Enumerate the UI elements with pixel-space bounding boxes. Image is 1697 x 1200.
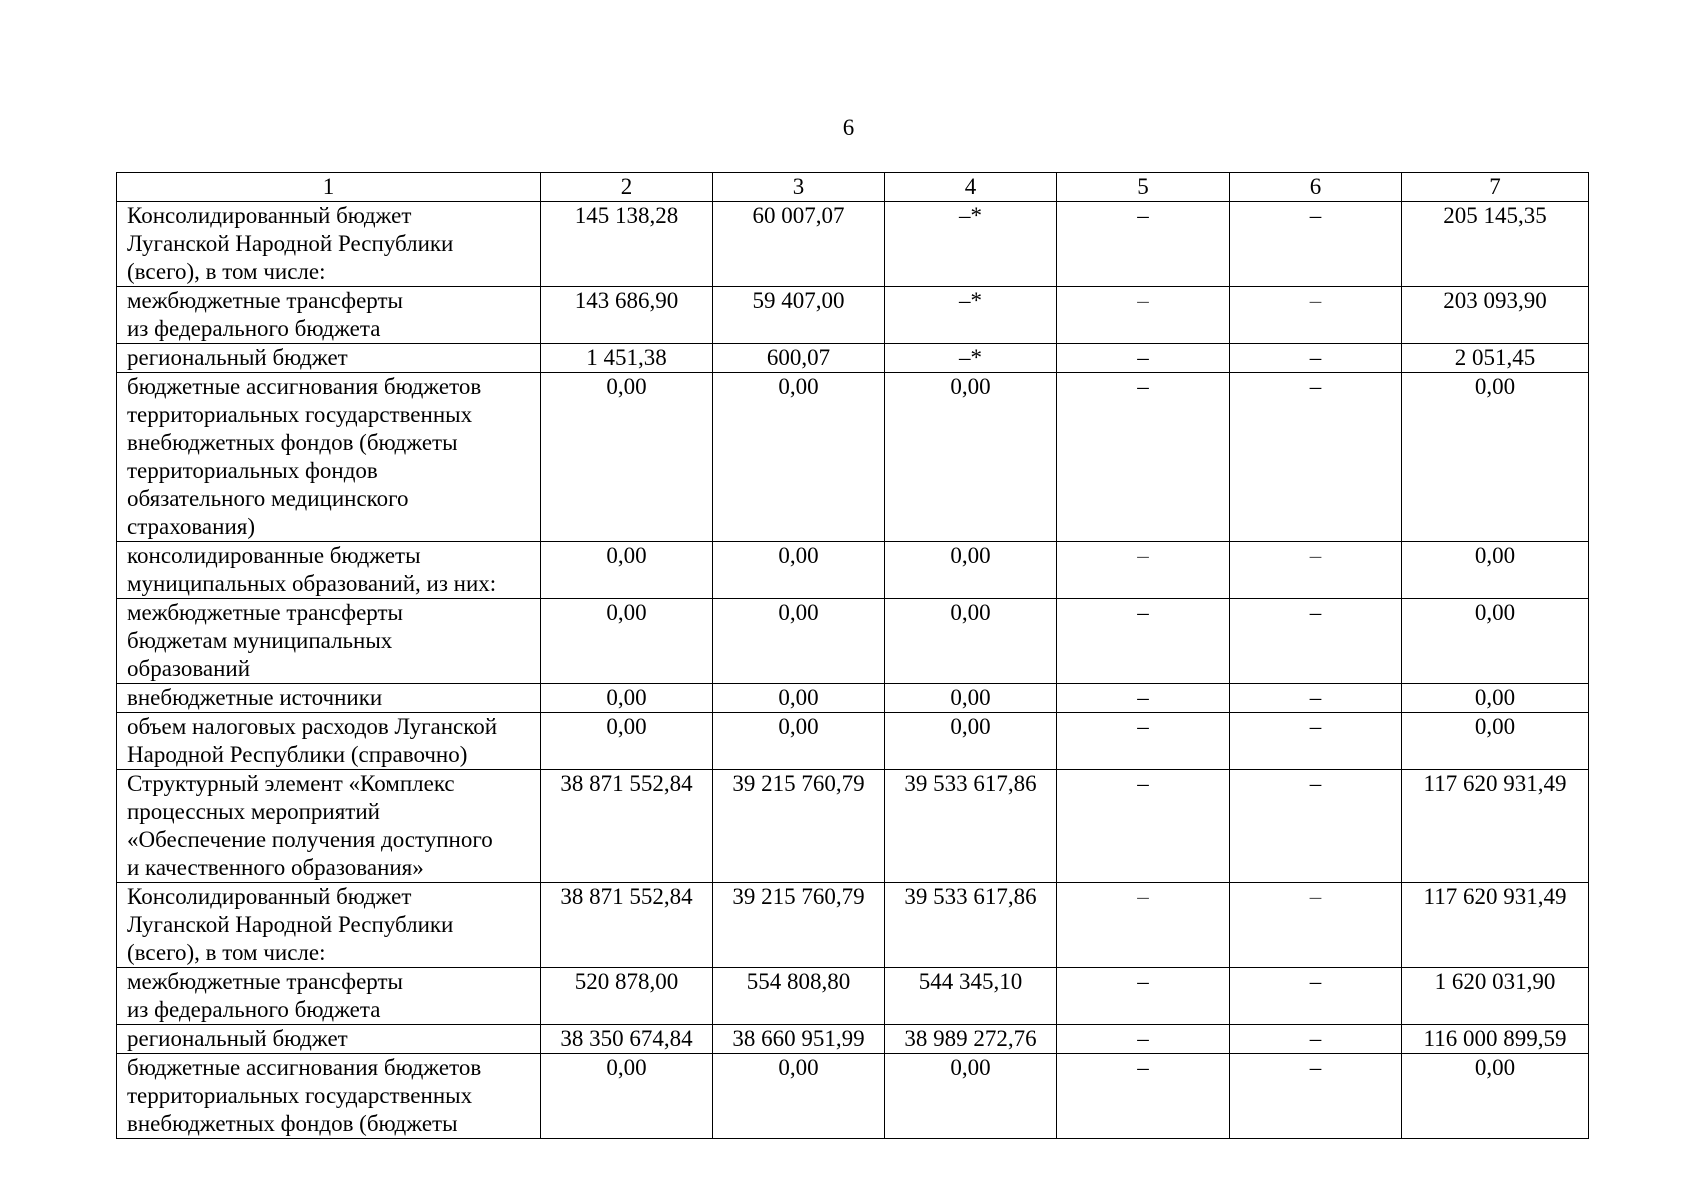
row-label: Консолидированный бюджет Луганской Народной Республики (всего), в том числе: — [117, 883, 541, 968]
cell-column-5: – — [1057, 373, 1230, 542]
cell-column-5: – — [1057, 770, 1230, 883]
cell-column-2: 520 878,00 — [541, 968, 713, 1025]
row-label: региональный бюджет — [117, 1025, 541, 1054]
column-number-5: 5 — [1057, 173, 1230, 202]
cell-column-3: 554 808,80 — [713, 968, 885, 1025]
table-row — [117, 1025, 1589, 1054]
cell-column-4: 0,00 — [885, 684, 1057, 713]
cell-column-2: 38 871 552,84 — [541, 883, 713, 968]
table-row — [117, 684, 1589, 713]
table-row — [117, 599, 1589, 684]
cell-column-5: – — [1057, 1025, 1230, 1054]
row-label: бюджетные ассигнования бюджетов территориальных государственных внебюджетных фондов (бюджеты — [117, 1054, 541, 1139]
cell-column-6: – — [1230, 968, 1402, 1025]
cell-column-6: – — [1230, 684, 1402, 713]
cell-column-4: 0,00 — [885, 373, 1057, 542]
cell-column-3: 60 007,07 — [713, 202, 885, 287]
row-label: межбюджетные трансферты из федерального бюджета — [117, 968, 541, 1025]
cell-column-3: 0,00 — [713, 373, 885, 542]
cell-column-3: 0,00 — [713, 599, 885, 684]
cell-column-2: 1 451,38 — [541, 344, 713, 373]
row-label: объем налоговых расходов Луганской Народной Республики (справочно) — [117, 713, 541, 770]
row-label: межбюджетные трансферты из федерального бюджета — [117, 287, 541, 344]
cell-column-3: 0,00 — [713, 713, 885, 770]
cell-column-3: 0,00 — [713, 684, 885, 713]
cell-column-6: – — [1230, 373, 1402, 542]
cell-column-5: – — [1057, 883, 1230, 968]
budget-table — [116, 172, 1589, 1139]
cell-column-7: 2 051,45 — [1402, 344, 1589, 373]
cell-column-7: 205 145,35 — [1402, 202, 1589, 287]
cell-column-2: 0,00 — [541, 684, 713, 713]
cell-column-4: 0,00 — [885, 1054, 1057, 1139]
table-row — [117, 770, 1589, 883]
cell-column-3: 39 215 760,79 — [713, 883, 885, 968]
table-row — [117, 373, 1589, 542]
cell-column-2: 0,00 — [541, 1054, 713, 1139]
column-number-1: 1 — [117, 173, 541, 202]
row-label: Структурный элемент «Комплекс процессных мероприятий «Обеспечение получения доступного и качественного образования» — [117, 770, 541, 883]
cell-column-6: – — [1230, 202, 1402, 287]
cell-column-4: 0,00 — [885, 713, 1057, 770]
cell-column-4: 0,00 — [885, 599, 1057, 684]
cell-column-3: 0,00 — [713, 1054, 885, 1139]
cell-column-5: – — [1057, 684, 1230, 713]
cell-column-7: 0,00 — [1402, 713, 1589, 770]
cell-column-4: –* — [885, 202, 1057, 287]
cell-column-6: – — [1230, 599, 1402, 684]
cell-column-3: 0,00 — [713, 542, 885, 599]
table-row — [117, 287, 1589, 344]
cell-column-7: 116 000 899,59 — [1402, 1025, 1589, 1054]
table-row — [117, 883, 1589, 968]
row-label: внебюджетные источники — [117, 684, 541, 713]
cell-column-4: –* — [885, 287, 1057, 344]
cell-column-5: – — [1057, 202, 1230, 287]
cell-column-7: 117 620 931,49 — [1402, 883, 1589, 968]
table-row — [117, 202, 1589, 287]
cell-column-6: – — [1230, 883, 1402, 968]
column-number-3: 3 — [713, 173, 885, 202]
cell-column-3: 600,07 — [713, 344, 885, 373]
cell-column-3: 39 215 760,79 — [713, 770, 885, 883]
cell-column-5: – — [1057, 344, 1230, 373]
column-number-7: 7 — [1402, 173, 1589, 202]
cell-column-5: – — [1057, 713, 1230, 770]
table-row — [117, 344, 1589, 373]
cell-column-2: 38 871 552,84 — [541, 770, 713, 883]
column-number-4: 4 — [885, 173, 1057, 202]
table-row — [117, 1054, 1589, 1139]
table-row — [117, 968, 1589, 1025]
table-row — [117, 713, 1589, 770]
cell-column-5: – — [1057, 599, 1230, 684]
cell-column-7: 0,00 — [1402, 1054, 1589, 1139]
cell-column-7: 1 620 031,90 — [1402, 968, 1589, 1025]
cell-column-7: 0,00 — [1402, 542, 1589, 599]
column-number-6: 6 — [1230, 173, 1402, 202]
cell-column-5: – — [1057, 1054, 1230, 1139]
column-number-2: 2 — [541, 173, 713, 202]
cell-column-6: – — [1230, 344, 1402, 373]
row-label: межбюджетные трансферты бюджетам муниципальных образований — [117, 599, 541, 684]
cell-column-7: 0,00 — [1402, 373, 1589, 542]
cell-column-6: – — [1230, 1025, 1402, 1054]
cell-column-2: 0,00 — [541, 599, 713, 684]
table-row — [117, 542, 1589, 599]
cell-column-7: 117 620 931,49 — [1402, 770, 1589, 883]
page-number: 6 — [842, 115, 855, 140]
cell-column-2: 145 138,28 — [541, 202, 713, 287]
cell-column-4: 0,00 — [885, 542, 1057, 599]
row-label: консолидированные бюджеты муниципальных образований, из них: — [117, 542, 541, 599]
row-label: региональный бюджет — [117, 344, 541, 373]
cell-column-2: 38 350 674,84 — [541, 1025, 713, 1054]
cell-column-3: 59 407,00 — [713, 287, 885, 344]
table-header-row — [117, 173, 1589, 202]
cell-column-6: – — [1230, 287, 1402, 344]
cell-column-5: – — [1057, 287, 1230, 344]
cell-column-6: – — [1230, 713, 1402, 770]
cell-column-4: 39 533 617,86 — [885, 770, 1057, 883]
cell-column-2: 0,00 — [541, 713, 713, 770]
cell-column-6: – — [1230, 1054, 1402, 1139]
cell-column-4: 39 533 617,86 — [885, 883, 1057, 968]
cell-column-4: –* — [885, 344, 1057, 373]
cell-column-2: 0,00 — [541, 542, 713, 599]
row-label: Консолидированный бюджет Луганской Народной Республики (всего), в том числе: — [117, 202, 541, 287]
cell-column-2: 0,00 — [541, 373, 713, 542]
row-label: бюджетные ассигнования бюджетов территориальных государственных внебюджетных фондов (бюджеты территориальных фондов обязательного медицинского страхования) — [117, 373, 541, 542]
cell-column-6: – — [1230, 542, 1402, 599]
cell-column-3: 38 660 951,99 — [713, 1025, 885, 1054]
cell-column-2: 143 686,90 — [541, 287, 713, 344]
cell-column-7: 203 093,90 — [1402, 287, 1589, 344]
cell-column-6: – — [1230, 770, 1402, 883]
cell-column-7: 0,00 — [1402, 599, 1589, 684]
cell-column-7: 0,00 — [1402, 684, 1589, 713]
cell-column-5: – — [1057, 968, 1230, 1025]
cell-column-4: 38 989 272,76 — [885, 1025, 1057, 1054]
cell-column-4: 544 345,10 — [885, 968, 1057, 1025]
cell-column-5: – — [1057, 542, 1230, 599]
